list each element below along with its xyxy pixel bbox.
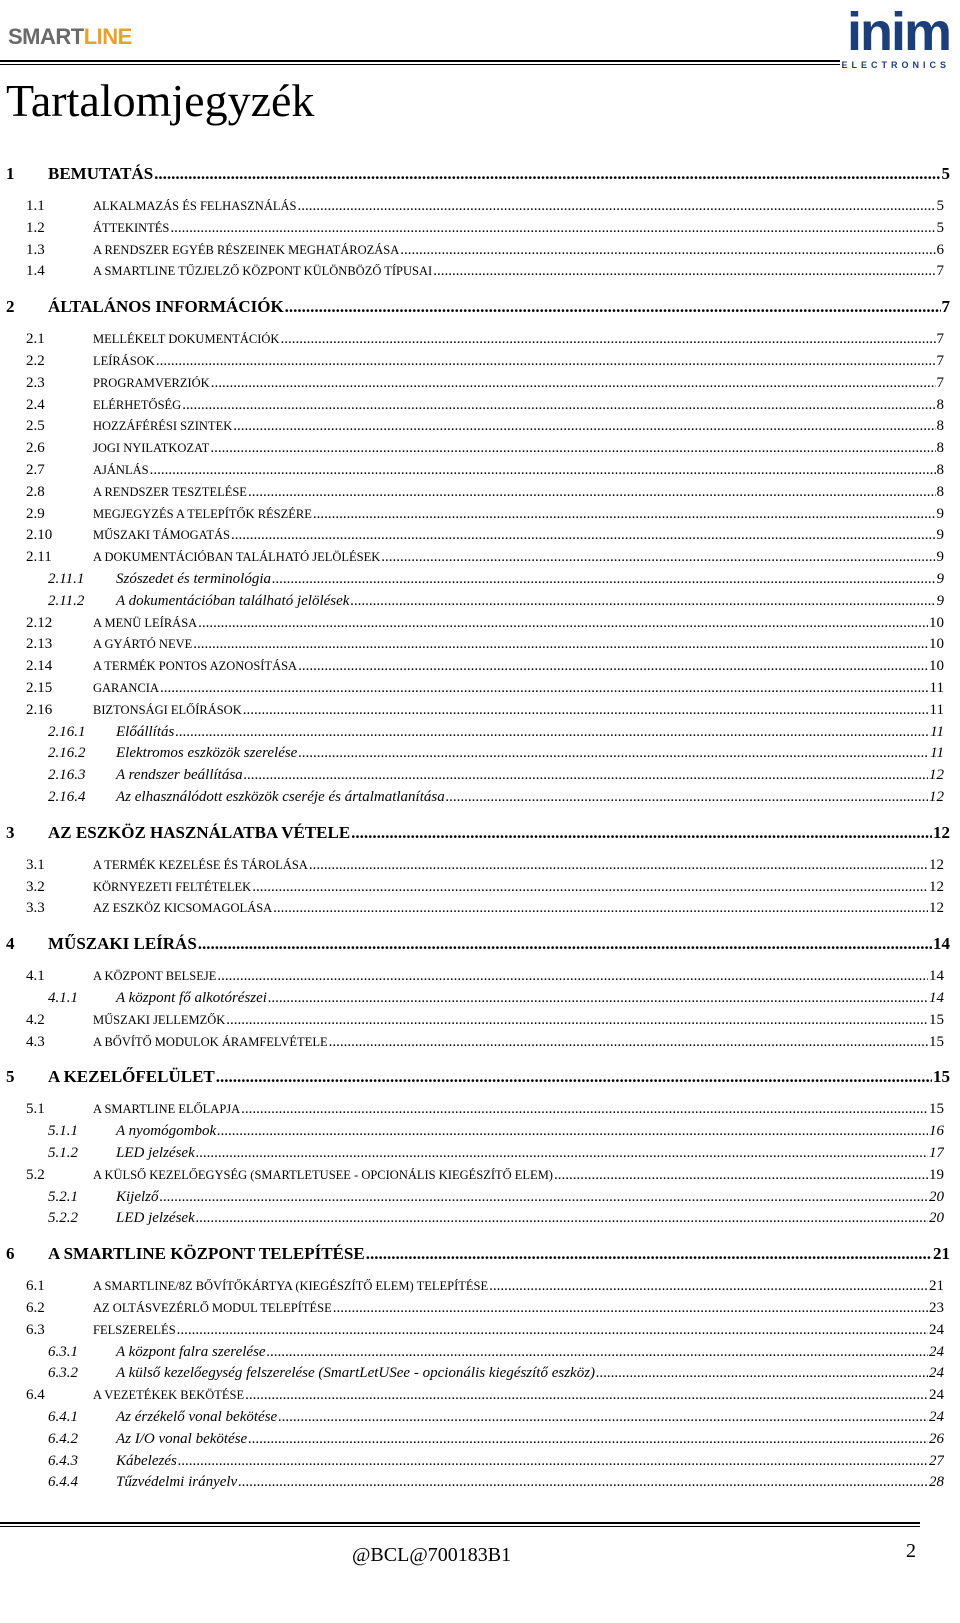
toc-entry-number: 4 — [6, 934, 15, 954]
footer-rule — [0, 1522, 920, 1524]
toc-entry[interactable] — [48, 1344, 944, 1361]
toc-entry-number: 1.4 — [26, 263, 45, 280]
toc-entry[interactable] — [26, 440, 944, 457]
inim-logo-subtext: ELECTRONICS — [841, 60, 950, 70]
toc-entry-title: A VEZETÉKEK BEKÖTÉSE — [93, 1388, 245, 1403]
toc-entry-number: 2.4 — [26, 396, 45, 413]
toc-entry-leader — [160, 1189, 928, 1206]
toc-entry-page: 10 — [929, 658, 944, 675]
toc-entry-leader — [272, 571, 936, 588]
toc-entry-leader — [554, 1167, 928, 1184]
toc-entry-title: LED jelzések — [116, 1145, 195, 1161]
toc-entry[interactable] — [26, 1322, 944, 1339]
toc-entry-number: 2.16 — [26, 701, 53, 718]
toc-entry[interactable] — [48, 571, 944, 588]
toc-entry-page: 7 — [936, 331, 944, 348]
toc-entry-number: 2.9 — [26, 505, 45, 522]
toc-entry[interactable] — [26, 1012, 944, 1029]
toc-entry-number: 1.1 — [26, 198, 45, 214]
toc-entry-number: 5.2.2 — [48, 1210, 78, 1227]
toc-entry-leader — [267, 1344, 928, 1361]
toc-entry-title: ÁLTALÁNOS INFORMÁCIÓK — [48, 297, 284, 317]
toc-entry-number: 6 — [6, 1244, 15, 1264]
toc-entry-number: 6.2 — [26, 1300, 45, 1316]
toc-entry-leader — [196, 1145, 928, 1162]
toc-entry-title: Elektromos eszközök szerelése — [116, 745, 298, 762]
toc-entry-leader — [156, 353, 936, 370]
toc-entry-number: 3 — [6, 822, 15, 842]
toc-entry-leader — [381, 549, 935, 566]
toc-entry-page: 21 — [933, 1244, 950, 1264]
toc-entry-number: 2.16.1 — [48, 723, 86, 740]
toc-entry-title: A TERMÉK PONTOS AZONOSÍTÁSA — [93, 659, 298, 674]
toc-entry-page: 27 — [929, 1452, 944, 1469]
toc-entry-leader — [193, 636, 928, 653]
toc-entry-title: A MENÜ LEÍRÁSA — [93, 615, 198, 630]
toc-entry-leader — [248, 484, 936, 501]
toc-entry-number: 5.2 — [26, 1166, 45, 1183]
toc-entry-title: A rendszer beállítása — [116, 767, 243, 784]
toc-entry-number: 4.3 — [26, 1033, 45, 1050]
toc-entry-title: Tűzvédelmi irányelv — [116, 1474, 238, 1491]
toc-entry-page: 8 — [936, 396, 944, 413]
toc-entry-title: AZ ESZKÖZ HASZNÁLATBA VÉTELE — [48, 822, 351, 842]
toc-entry-title: Kábelezés — [116, 1452, 177, 1469]
toc-entry-page: 15 — [933, 1067, 950, 1087]
toc-entry-title: A DOKUMENTÁCIÓBAN TALÁLHATÓ JELÖLÉSEK — [93, 550, 381, 565]
toc-entry-page: 15 — [929, 1033, 944, 1050]
document-code: @BCL@700183B1 — [352, 1544, 512, 1566]
toc-entry-leader — [175, 724, 929, 741]
toc-entry-number: 6.4.1 — [48, 1409, 78, 1425]
toc-entry-title: JOGI NYILATKOZAT — [93, 441, 210, 456]
toc-entry-page: 7 — [936, 374, 944, 391]
toc-entry-title: MEGJEGYZÉS A TELEPÍTŐK RÉSZÉRE — [93, 506, 312, 521]
toc-entry-title: Az elhasználódott eszközök cseréje és ártalmatlanítása — [116, 789, 445, 805]
toc-entry-title: Előállítás — [116, 723, 175, 740]
toc-entry-number: 1 — [6, 164, 15, 183]
toc-entry-number: 6.4.3 — [48, 1452, 78, 1469]
toc-entry-leader — [150, 462, 936, 479]
toc-entry-number: 1.2 — [26, 219, 45, 236]
toc-entry-page: 10 — [929, 636, 944, 653]
toc-entry-leader — [198, 615, 928, 632]
toc-entry-page: 8 — [936, 440, 944, 457]
logo-text-line: LINE — [83, 24, 132, 49]
toc-entry-page: 23 — [929, 1300, 944, 1316]
toc-entry-leader — [446, 789, 928, 806]
toc-entry-page: 24 — [929, 1409, 944, 1425]
toc-entry-leader — [313, 506, 936, 523]
toc-entry-leader — [243, 702, 929, 719]
toc-entry-number: 2.1 — [26, 331, 45, 348]
toc-entry-leader — [273, 900, 928, 917]
toc-entry-page: 12 — [933, 822, 950, 842]
logo-text-smart: SMART — [8, 24, 84, 49]
toc-entry-page: 24 — [929, 1387, 944, 1404]
toc-entry-leader — [241, 1101, 928, 1118]
toc-entry[interactable] — [26, 615, 944, 632]
toc-entry[interactable] — [26, 549, 944, 566]
toc-entry[interactable] — [26, 702, 944, 719]
toc-entry-page: 9 — [936, 549, 944, 566]
inim-logo-text: inim — [846, 2, 950, 62]
toc-entry[interactable] — [48, 1431, 944, 1448]
toc-entry-title: HOZZÁFÉRÉSI SZINTEK — [93, 419, 233, 434]
toc-entry-page: 16 — [929, 1123, 944, 1140]
toc-entry-title: Kijelző — [116, 1188, 159, 1205]
toc-entry-number: 2.13 — [26, 636, 53, 653]
toc-entry[interactable] — [48, 724, 944, 741]
toc-entry-leader — [231, 527, 936, 544]
toc-entry-leader — [226, 1012, 928, 1029]
toc-entry-leader — [244, 767, 928, 784]
toc-entry-title: A TERMÉK KEZELÉSE ÉS TÁROLÁSA — [93, 857, 308, 872]
toc-entry-leader — [596, 1365, 928, 1382]
toc-entry-page: 7 — [936, 353, 944, 369]
toc-entry-leader — [298, 658, 928, 675]
toc-entry-number: 2.3 — [26, 374, 45, 391]
toc-entry-leader — [177, 1322, 928, 1339]
toc-entry-leader — [309, 857, 928, 874]
toc-entry-leader — [217, 1123, 928, 1140]
toc-entry-leader — [211, 375, 936, 392]
toc-entry[interactable] — [26, 220, 944, 237]
toc-entry-number: 2.7 — [26, 462, 45, 478]
toc-entry-title: PROGRAMVERZIÓK — [93, 375, 210, 390]
toc-entry-leader — [350, 593, 935, 610]
toc-entry-leader — [297, 198, 935, 215]
toc-entry-leader — [248, 1431, 928, 1448]
toc-entry-page: 11 — [930, 745, 944, 762]
toc-entry-title: Az érzékelő vonal bekötése — [116, 1409, 278, 1425]
toc-entry-page: 12 — [929, 767, 944, 784]
toc-entry[interactable] — [26, 1387, 944, 1404]
toc-entry[interactable] — [6, 823, 950, 843]
toc-entry-page: 8 — [936, 462, 944, 478]
toc-entry-leader — [198, 934, 932, 954]
toc-entry[interactable] — [26, 353, 944, 370]
toc-entry-title: AZ ESZKÖZ KICSOMAGOLÁSA — [93, 901, 273, 916]
toc-entry-title: A SMARTLINE/8Z BŐVÍTŐKÁRTYA (KIEGÉSZÍTŐ ELEM) TELEPÍTÉSE — [93, 1279, 489, 1294]
toc-entry-title: AZ OLTÁSVEZÉRLŐ MODUL TELEPÍTÉSE — [93, 1301, 332, 1315]
toc-entry-title: A BŐVÍTŐ MODULOK ÁRAMFELVÉTELE — [93, 1034, 328, 1049]
toc-entry-title: Az I/O vonal bekötése — [116, 1430, 248, 1447]
toc-entry[interactable] — [6, 1244, 950, 1264]
toc-entry-title: A központ fő alkotórészei — [116, 990, 267, 1006]
toc-entry-page: 24 — [929, 1321, 944, 1338]
toc-entry[interactable] — [26, 1300, 944, 1317]
toc-entry-leader — [366, 1244, 932, 1264]
toc-entry-page: 26 — [929, 1430, 944, 1447]
toc-entry-page: 14 — [933, 934, 950, 954]
toc-entry-leader — [178, 1453, 928, 1470]
toc-entry-number: 2.11 — [26, 549, 52, 566]
toc-entry-page: 11 — [930, 723, 944, 740]
toc-entry-title: ELÉRHETŐSÉG — [93, 397, 182, 412]
toc-entry-leader — [285, 297, 941, 317]
toc-entry-page: 9 — [936, 527, 944, 544]
toc-entry-title: ALKALMAZÁS ÉS FELHASZNÁLÁS — [93, 199, 297, 213]
toc-entry[interactable] — [26, 527, 944, 544]
toc-entry-leader — [238, 1474, 928, 1491]
toc-entry-page: 7 — [936, 263, 944, 280]
footer-rule-thin — [0, 1526, 920, 1527]
toc-entry-page: 24 — [929, 1365, 944, 1382]
toc-entry-title: A dokumentációban található jelölések — [116, 592, 350, 609]
toc-entry-number: 5.1.1 — [48, 1123, 78, 1140]
toc-entry-page: 14 — [929, 968, 944, 985]
toc-entry-number: 6.3.2 — [48, 1365, 78, 1382]
toc-entry-title: A KEZELŐFELÜLET — [48, 1067, 215, 1087]
toc-entry-number: 3.3 — [26, 900, 45, 917]
toc-entry-leader — [252, 879, 928, 896]
toc-entry-number: 2.5 — [26, 418, 45, 435]
toc-entry-number: 2.11.1 — [48, 571, 85, 587]
toc-entry-number: 3.1 — [26, 856, 45, 873]
toc-entry[interactable] — [26, 879, 944, 896]
toc-entry-title: A SMARTLINE TŰZJELZŐ KÖZPONT KÜLÖNBÖZŐ TÍPUSAI — [93, 264, 433, 279]
toc-entry-leader — [245, 1387, 928, 1404]
toc-entry-number: 2 — [6, 297, 15, 317]
toc-entry-title: BEMUTATÁS — [48, 164, 154, 183]
toc-entry-number: 6.3 — [26, 1321, 45, 1338]
toc-entry-leader — [298, 745, 929, 762]
toc-entry-title: KÖRNYEZETI FELTÉTELEK — [93, 879, 252, 894]
toc-entry-title: ÁTTEKINTÉS — [93, 220, 170, 235]
inim-logo — [830, 2, 950, 72]
toc-entry-page: 21 — [929, 1278, 944, 1295]
toc-entry[interactable] — [26, 506, 944, 523]
toc-entry-leader — [210, 440, 935, 457]
toc-entry[interactable] — [26, 1101, 944, 1118]
toc-entry-leader — [489, 1278, 928, 1295]
toc-entry[interactable] — [48, 593, 944, 610]
toc-entry[interactable] — [48, 745, 944, 762]
toc-entry-page: 9 — [936, 592, 944, 609]
toc-entry-number: 2.14 — [26, 658, 53, 675]
toc-entry-number: 2.8 — [26, 483, 45, 500]
toc-entry-leader — [182, 397, 935, 414]
toc-entry[interactable] — [26, 636, 944, 653]
toc-entry-page: 19 — [929, 1166, 944, 1183]
toc-entry[interactable] — [48, 1365, 944, 1382]
toc-entry-page: 7 — [941, 297, 950, 317]
toc-entry[interactable] — [26, 1278, 944, 1295]
toc-entry-number: 2.12 — [26, 614, 53, 631]
toc-entry-title: A nyomógombok — [116, 1123, 217, 1140]
toc-entry-page: 8 — [936, 418, 944, 435]
toc-entry-title: AJÁNLÁS — [93, 463, 149, 477]
toc-entry[interactable] — [26, 484, 944, 501]
toc-entry-number: 2.16.2 — [48, 745, 86, 762]
page-number: 2 — [906, 1540, 916, 1562]
toc-entry-title: MELLÉKELT DOKUMENTÁCIÓK — [93, 332, 280, 347]
toc-entry-page: 28 — [929, 1474, 944, 1491]
toc-entry[interactable] — [26, 658, 944, 675]
toc-entry-page: 20 — [929, 1210, 944, 1227]
toc-entry[interactable] — [26, 462, 944, 479]
toc-entry-page: 17 — [929, 1145, 944, 1161]
toc-entry-number: 2.16.4 — [48, 789, 86, 805]
toc-entry[interactable] — [26, 900, 944, 917]
toc-entry-title: LEÍRÁSOK — [93, 354, 155, 368]
toc-entry[interactable] — [48, 1145, 944, 1162]
toc-entry[interactable] — [26, 198, 944, 215]
page-title: Tartalomjegyzék — [6, 75, 315, 126]
toc-entry[interactable] — [26, 418, 944, 435]
toc-entry-page: 24 — [929, 1343, 944, 1360]
toc-entry-page: 9 — [936, 505, 944, 522]
toc-entry-number: 1.3 — [26, 241, 45, 258]
toc-entry-page: 5 — [941, 164, 950, 183]
toc-entry-leader — [268, 990, 928, 1007]
toc-entry[interactable] — [6, 934, 950, 954]
toc-entry-number: 2.6 — [26, 440, 45, 457]
toc-entry-number: 4.2 — [26, 1011, 45, 1028]
toc-entry-leader — [154, 164, 940, 184]
toc-entry-number: 2.11.2 — [48, 592, 85, 609]
toc-entry-page: 12 — [929, 789, 944, 805]
toc-entry-page: 15 — [929, 1101, 944, 1118]
toc-entry-title: BIZTONSÁGI ELŐÍRÁSOK — [93, 702, 242, 717]
toc-entry[interactable] — [26, 680, 944, 697]
smartline-logo — [8, 24, 132, 50]
toc-entry-number: 4.1 — [26, 968, 45, 985]
toc-entry[interactable] — [26, 263, 944, 280]
toc-entry-leader — [170, 220, 935, 237]
toc-entry-number: 5 — [6, 1067, 15, 1087]
toc-entry[interactable] — [26, 968, 944, 985]
toc-entry[interactable] — [48, 1453, 944, 1470]
header-rule — [0, 60, 840, 62]
toc-entry-leader — [280, 331, 935, 348]
toc-entry[interactable] — [26, 242, 944, 259]
toc-entry[interactable] — [48, 1474, 944, 1491]
toc-entry-number: 2.10 — [26, 527, 53, 544]
toc-entry-title: A központ falra szerelése — [116, 1343, 266, 1360]
toc-entry-title: A RENDSZER TESZTELÉSE — [93, 484, 247, 499]
toc-entry-title: MŰSZAKI JELLEMZŐK — [93, 1012, 226, 1027]
toc-entry-leader — [217, 968, 928, 985]
toc-entry[interactable] — [6, 1067, 950, 1087]
toc-entry-number: 5.1 — [26, 1101, 45, 1118]
toc-entry-title: A KÖZPONT BELSEJE — [93, 969, 217, 984]
toc-entry-title: MŰSZAKI LEÍRÁS — [48, 934, 197, 954]
toc-entry-title: A SMARTLINE ELŐLAPJA — [93, 1102, 241, 1117]
toc-entry-title: Szószedet és terminológia — [116, 571, 271, 587]
toc-entry-number: 2.2 — [26, 353, 45, 369]
toc-entry-number: 2.15 — [26, 680, 53, 696]
toc-entry[interactable] — [48, 767, 944, 784]
toc-entry[interactable] — [26, 331, 944, 348]
toc-entry-page: 14 — [929, 990, 944, 1006]
toc-entry-leader — [400, 242, 935, 259]
toc-entry-page: 5 — [936, 198, 944, 214]
toc-entry[interactable] — [26, 1034, 944, 1051]
toc-entry-leader — [196, 1210, 928, 1227]
toc-entry-number: 5.2.1 — [48, 1188, 78, 1205]
toc-entry-leader — [216, 1067, 932, 1087]
toc-entry-leader — [278, 1409, 928, 1426]
toc-entry-number: 2.16.3 — [48, 767, 86, 784]
toc-entry-number: 5.1.2 — [48, 1145, 78, 1161]
toc-entry[interactable] — [48, 1210, 944, 1227]
toc-entry[interactable] — [48, 990, 944, 1007]
toc-entry[interactable] — [48, 1409, 944, 1426]
toc-entry-title: MŰSZAKI TÁMOGATÁS — [93, 528, 230, 543]
toc-entry[interactable] — [6, 164, 950, 184]
toc-entry-number: 3.2 — [26, 878, 45, 895]
toc-entry-page: 12 — [929, 856, 944, 873]
toc-entry-leader — [333, 1300, 928, 1317]
toc-entry-page: 20 — [929, 1188, 944, 1205]
toc-entry-leader — [329, 1034, 928, 1051]
toc-entry-leader — [233, 418, 935, 435]
toc-entry-title: A SMARTLINE KÖZPONT TELEPÍTÉSE — [48, 1244, 365, 1264]
toc-entry[interactable] — [6, 297, 950, 317]
toc-entry[interactable] — [26, 397, 944, 414]
toc-entry-title: FELSZERELÉS — [93, 1322, 176, 1337]
toc-entry-title: GARANCIA — [93, 681, 159, 695]
toc-entry[interactable] — [48, 1189, 944, 1206]
toc-entry-page: 10 — [929, 614, 944, 631]
toc-entry-number: 6.3.1 — [48, 1343, 78, 1360]
toc-entry[interactable] — [26, 1167, 944, 1184]
toc-entry-title: A KÜLSŐ KEZELŐEGYSÉG (SMARTLETUSEE - OPCIONÁLIS KIEGÉSZÍTŐ ELEM) — [93, 1167, 553, 1182]
toc-entry-page: 11 — [929, 701, 944, 718]
toc-entry-title: A külső kezelőegység felszerelése (SmartLetUSee - opcionális kiegészítő eszköz) — [116, 1365, 596, 1382]
toc-entry-number: 6.1 — [26, 1278, 45, 1295]
toc-entry-page: 12 — [929, 900, 944, 917]
toc-entry-title: A RENDSZER EGYÉB RÉSZEINEK MEGHATÁROZÁSA — [93, 242, 400, 257]
toc-entry-title: A GYÁRTÓ NEVE — [93, 637, 193, 652]
toc-entry[interactable] — [26, 375, 944, 392]
toc-entry-title: LED jelzések — [116, 1210, 195, 1227]
toc-entry-number: 6.4.2 — [48, 1430, 78, 1447]
toc-entry-leader — [351, 823, 932, 843]
toc-entry-page: 15 — [929, 1011, 944, 1028]
toc-entry-leader — [160, 680, 929, 697]
toc-entry-page: 11 — [929, 680, 944, 696]
toc-entry-number: 4.1.1 — [48, 990, 78, 1006]
toc-entry-leader — [433, 263, 935, 280]
toc-entry-number: 6.4 — [26, 1387, 45, 1404]
toc-entry-page: 6 — [936, 241, 944, 258]
toc-entry-number: 6.4.4 — [48, 1474, 78, 1491]
toc-entry[interactable] — [48, 1123, 944, 1140]
toc-entry[interactable] — [48, 789, 944, 806]
toc-entry[interactable] — [26, 857, 944, 874]
toc-entry-page: 9 — [936, 571, 944, 587]
toc-entry-page: 8 — [936, 483, 944, 500]
toc-entry-page: 5 — [936, 219, 944, 236]
toc-entry-page: 12 — [929, 878, 944, 895]
header-rule-thin — [0, 64, 840, 65]
